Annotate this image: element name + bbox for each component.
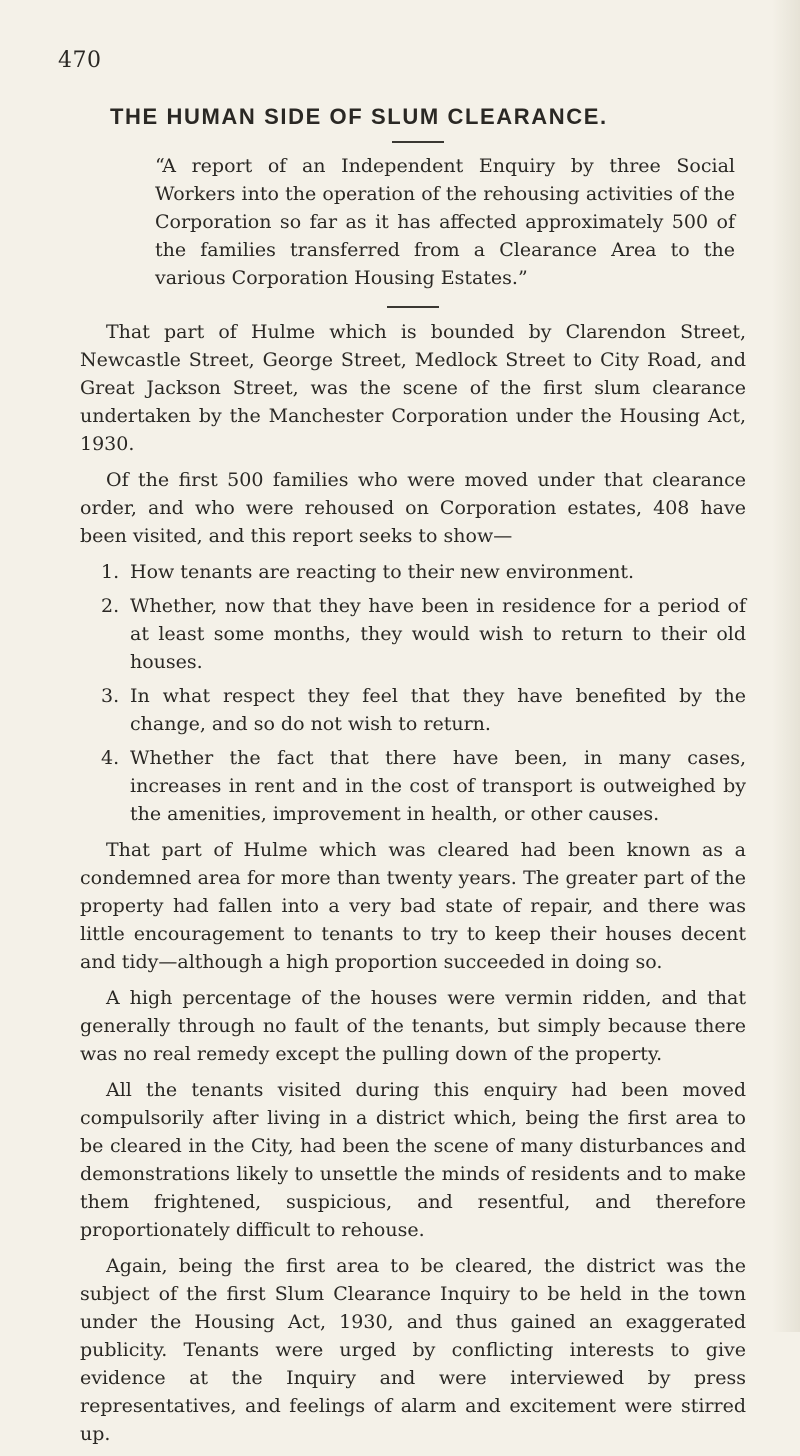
bottom-divider	[387, 306, 439, 308]
page-title: THE HUMAN SIDE OF SLUM CLEARANCE.	[110, 104, 608, 129]
page-edge-shadow	[772, 0, 800, 1332]
list-item	[80, 592, 746, 676]
page-number: 470	[58, 48, 102, 73]
question-list	[80, 558, 746, 828]
paragraph-4: A high percentage of the houses were vermin ridden, and that generally through no fault of the tenants, but simply because there was no real remedy except the pulling down of the property.	[80, 987, 746, 1065]
list-item-number: 3.	[101, 685, 120, 707]
list-item	[80, 682, 746, 738]
list-item-number: 4.	[101, 747, 120, 769]
list-item-text: How tenants are reacting to their new environment.	[130, 561, 634, 583]
body-text	[80, 318, 746, 1456]
list-item-text: Whether, now that they have been in residence for a period of at least some months, they would wish to return to their old houses.	[130, 595, 746, 673]
quote-block: “A report of an Independent Enquiry by three Social Workers into the operation of the rehousing activities of the Corporation so far as it has affected approximately 500 of the families transferred from a Clearance Area to the various Corporation Housing Estates.”	[155, 155, 735, 289]
list-item-number: 2.	[101, 595, 120, 617]
paragraph-6: Again, being the first area to be cleared, the district was the subject of the first Slum Clearance Inquiry to be held in the town under the Housing Act, 1930, and thus gained an exaggerated publicity. Tenants were urged by conflicting interests to give evidence at the Inquiry and were interviewed by press representatives, and feelings of alarm and excitement were stirred up.	[80, 1255, 746, 1445]
paragraph-2: Of the first 500 families who were moved under that clearance order, and who were rehoused on Corporation estates, 408 have been visited, and this report seeks to show—	[80, 469, 746, 547]
paragraph-1: That part of Hulme which is bounded by Clarendon Street, Newcastle Street, George Street, Medlock Street to City Road, and Great Jackson Street, was the scene of the first slum clearance undertaken by the Manchester Corporation under the Housing Act, 1930.	[80, 321, 746, 455]
list-item-text: Whether the fact that there have been, in many cases, increases in rent and in the cost of transport is outweighed by the amenities, improvement in health, or other causes.	[130, 747, 746, 825]
list-item	[80, 558, 746, 586]
top-divider	[392, 141, 444, 143]
paragraph-3: That part of Hulme which was cleared had been known as a condemned area for more than twenty years. The greater part of the property had fallen into a very bad state of repair, and there was little encouragement to tenants to try to keep their houses decent and tidy—although a high proportion succeeded in doing so.	[80, 839, 746, 973]
paragraph-5: All the tenants visited during this enquiry had been moved compulsorily after living in a district which, being the first area to be cleared in the City, had been the scene of many disturbances and demonstrations likely to unsettle the minds of residents and to make them frightened, suspicious, and resentful, and therefore proportionately difficult to rehouse.	[80, 1079, 746, 1241]
list-item-number: 1.	[101, 561, 120, 583]
list-item-text: In what respect they feel that they have benefited by the change, and so do not wish to return.	[130, 685, 746, 735]
list-item	[80, 744, 746, 828]
